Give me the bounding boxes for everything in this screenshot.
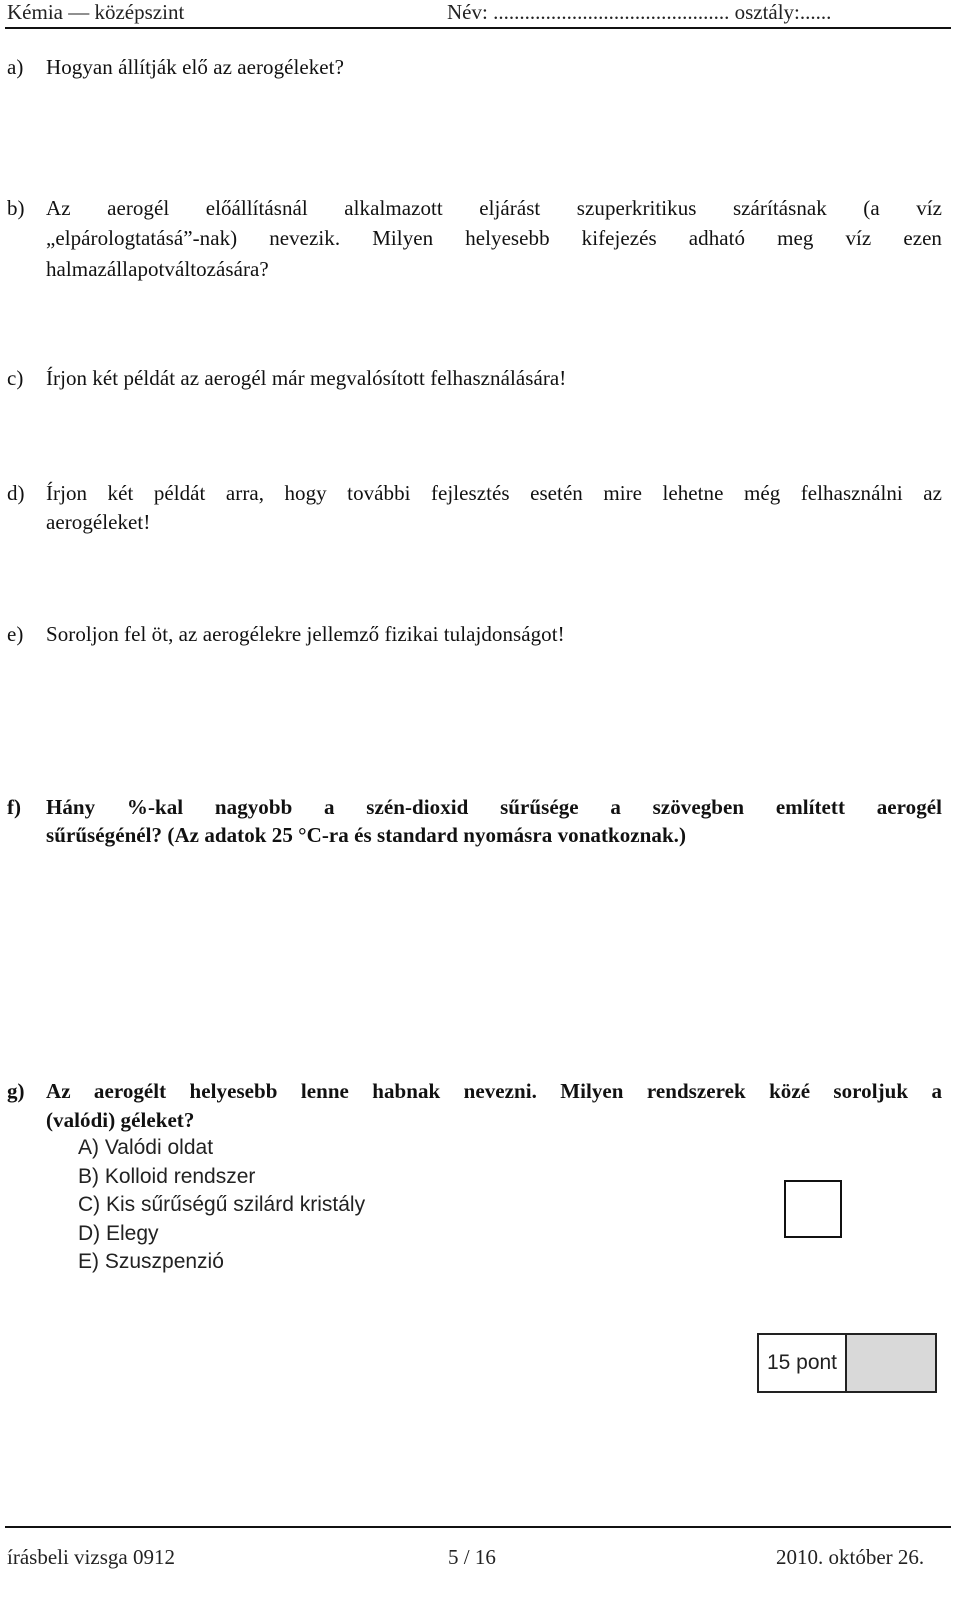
question-g-line-1: Az aerogélt helyesebb lenne habnak nevezni. Milyen rendszerek közé soroljuk a [46,1079,942,1103]
footer-date: 2010. október 26. [776,1545,925,1569]
question-b-line-3: halmazállapotváltozására? [46,257,269,281]
question-f-line-2: sűrűségénél? (Az adatok 25 °C-ra és standard nyomásra vonatkoznak.) [46,823,687,847]
question-b-line-1: Az aerogél előállításnál alkalmazott eljárást szuperkritikus szárításnak (a víz [46,196,942,220]
question-b-line-2: „elpárologtatásá”-nak) nevezik. Milyen helyesebb kifejezés adható meg víz ezen [46,226,942,250]
footer-exam: írásbeli vizsga 0912 [7,1545,175,1569]
question-e-text: Soroljon fel öt, az aerogélekre jellemző fizikai tulajdonságot! [46,622,565,646]
score-blank-cell[interactable] [847,1335,935,1391]
question-a-text: Hogyan állítják elő az aerogéleket? [46,55,344,79]
header-divider [5,27,951,29]
question-g-line-2: (valódi) géleket? [46,1108,195,1132]
header-subject: Kémia — középszint [7,0,185,24]
option-d: D) Elegy [78,1222,159,1245]
answer-box[interactable] [784,1180,842,1238]
question-g-label: g) [7,1079,25,1103]
question-b-label: b) [7,196,25,220]
question-a-label: a) [7,55,24,79]
question-d-line-2: aerogéleket! [46,510,151,534]
score-table [757,1333,937,1393]
option-a: A) Valódi oldat [78,1136,214,1159]
question-c-label: c) [7,366,24,390]
question-d-line-1: Írjon két példát arra, hogy további fejlesztés esetén mire lehetne még felhasználni az [46,481,942,505]
question-d-label: d) [7,481,25,505]
score-label: 15 pont [759,1335,847,1391]
question-e-label: e) [7,622,24,646]
question-f-label: f) [7,795,22,819]
option-c: C) Kis sűrűségű szilárd kristály [78,1193,366,1216]
footer-divider [5,1526,951,1528]
question-c-text: Írjon két példát az aerogél már megvalósított felhasználására! [46,366,567,390]
header-name-field: Név: ............................................. osztály:...... [447,0,832,24]
option-b: B) Kolloid rendszer [78,1165,256,1188]
question-f-line-1: Hány %-kal nagyobb a szén-dioxid sűrűsége a szövegben említett aerogél [46,795,942,819]
option-e: E) Szuszpenzió [78,1250,224,1273]
footer-page-number: 5 / 16 [448,1545,496,1569]
